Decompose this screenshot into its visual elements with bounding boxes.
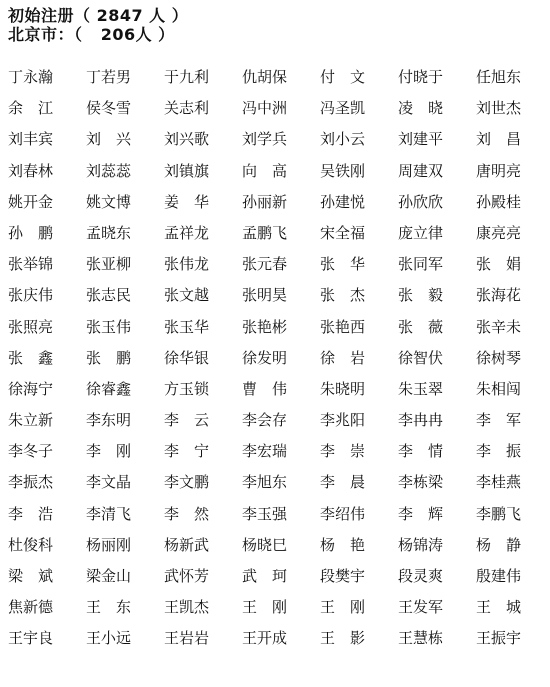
name-entry: 张艳西 [320, 317, 366, 336]
name-entry: 方玉锁 [164, 379, 210, 398]
name-entry: 李桂燕 [476, 473, 522, 492]
name-entry: 孟祥龙 [164, 223, 210, 242]
name-entry: 刘世杰 [476, 99, 522, 118]
name-entry: 张艳彬 [242, 317, 288, 336]
beijing-count-heading: 北京市：（ 206人 ） [8, 25, 175, 44]
name-entry: 王 影 [320, 629, 366, 648]
name-entry: 张 鑫 [8, 348, 54, 367]
name-entry: 张 薇 [398, 317, 444, 336]
name-entry: 孟晓东 [86, 223, 132, 242]
name-entry: 李旭东 [242, 473, 288, 492]
name-entry: 刘兴歌 [164, 130, 210, 149]
name-entry: 王 城 [476, 598, 522, 617]
name-entry: 武怀芳 [164, 567, 210, 585]
name-entry: 王岩岩 [164, 629, 210, 648]
name-entry: 关志利 [164, 99, 210, 118]
name-entry: 张 华 [320, 255, 366, 274]
name-entry: 李振杰 [8, 473, 54, 492]
name-entry: 刘 兴 [86, 130, 132, 149]
name-entry: 王小远 [86, 629, 132, 648]
name-entry: 孙 鹏 [8, 223, 54, 242]
name-entry: 王凯杰 [164, 598, 210, 617]
name-entry: 张举锦 [8, 255, 54, 274]
name-entry: 殷建伟 [476, 567, 522, 585]
name-entry: 张照亮 [8, 317, 54, 336]
name-entry: 李冬子 [8, 442, 54, 461]
name-entry: 刘 昌 [476, 130, 522, 149]
name-entry: 李 情 [398, 442, 444, 461]
name-entry: 张辛未 [476, 317, 522, 336]
name-entry: 李 崇 [320, 442, 366, 461]
name-entry: 李 刚 [86, 442, 132, 461]
name-entry: 张 娟 [476, 255, 522, 274]
name-entry: 余 江 [8, 99, 54, 118]
name-entry: 焦新德 [8, 598, 54, 617]
name-entry: 王宇良 [8, 629, 54, 648]
name-entry: 徐 岩 [320, 348, 366, 367]
name-entry: 李 然 [164, 504, 210, 523]
name-entry: 朱玉翠 [398, 379, 444, 398]
name-entry: 段灵爽 [398, 567, 444, 585]
name-entry: 张海花 [476, 286, 522, 305]
name-entry: 杨锦涛 [398, 535, 444, 554]
name-entry: 刘学兵 [242, 130, 288, 149]
name-entry: 李 辉 [398, 504, 444, 523]
name-entry: 杨丽刚 [86, 535, 132, 554]
name-entry: 张志民 [86, 286, 132, 305]
name-entry: 王开成 [242, 629, 288, 648]
name-entry: 冯圣凯 [320, 99, 366, 118]
name-entry: 冯中洲 [242, 99, 288, 118]
name-entry: 张 杰 [320, 286, 366, 305]
name-entry: 张亚柳 [86, 255, 132, 274]
name-entry: 姜 华 [164, 192, 210, 211]
name-entry: 宋全福 [320, 223, 366, 242]
name-entry: 王振宇 [476, 629, 522, 648]
name-entry: 刘建平 [398, 130, 444, 149]
name-entry: 李 云 [164, 411, 210, 430]
name-entry: 周建双 [398, 161, 444, 180]
name-entry: 王 刚 [320, 598, 366, 617]
name-grid [8, 62, 550, 655]
name-entry: 张文越 [164, 286, 210, 305]
name-entry: 李 晨 [320, 473, 366, 492]
name-entry: 朱相闯 [476, 379, 522, 398]
name-entry: 李 浩 [8, 504, 54, 523]
name-entry: 李 军 [476, 411, 522, 430]
name-entry: 朱晓明 [320, 379, 366, 398]
name-entry: 李冉冉 [398, 411, 444, 430]
name-entry: 任旭东 [476, 68, 522, 86]
name-entry: 张伟龙 [164, 255, 210, 274]
name-entry: 侯冬雪 [86, 99, 132, 118]
name-entry: 张玉华 [164, 317, 210, 336]
name-entry: 王慧栋 [398, 629, 444, 648]
total-registration-heading: 初始注册（ 2847 人 ） [8, 6, 189, 25]
name-entry: 付 文 [320, 68, 366, 86]
name-entry: 徐华银 [164, 348, 210, 367]
name-entry: 吴铁刚 [320, 161, 366, 180]
name-entry: 张 鹏 [86, 348, 132, 367]
name-entry: 徐智伏 [398, 348, 444, 367]
name-entry: 梁 斌 [8, 567, 54, 585]
name-entry: 孙殿桂 [476, 192, 522, 211]
name-entry: 张 毅 [398, 286, 444, 305]
name-entry: 李兆阳 [320, 411, 366, 430]
name-entry: 刘镇旗 [164, 161, 210, 180]
name-entry: 丁若男 [86, 68, 132, 86]
name-entry: 张玉伟 [86, 317, 132, 336]
name-entry: 李清飞 [86, 504, 132, 523]
name-entry: 向 高 [242, 161, 288, 180]
name-entry: 康亮亮 [476, 223, 522, 242]
name-entry: 徐睿鑫 [86, 379, 132, 398]
name-entry: 王 刚 [242, 598, 288, 617]
name-entry: 李绍伟 [320, 504, 366, 523]
name-entry: 杨 静 [476, 535, 522, 554]
name-entry: 付晓于 [398, 68, 444, 86]
name-entry: 仇胡保 [242, 68, 288, 86]
name-entry: 庞立律 [398, 223, 444, 242]
name-entry: 孙欣欣 [398, 192, 444, 211]
name-entry: 张庆伟 [8, 286, 54, 305]
name-entry: 孟鹏飞 [242, 223, 288, 242]
name-entry: 王发军 [398, 598, 444, 617]
name-entry: 李东明 [86, 411, 132, 430]
name-entry: 徐树琴 [476, 348, 522, 367]
name-entry: 孙建悦 [320, 192, 366, 211]
name-entry: 武 珂 [242, 567, 288, 585]
name-entry: 于九利 [164, 68, 210, 86]
name-entry: 朱立新 [8, 411, 54, 430]
name-entry: 王 东 [86, 598, 132, 617]
name-entry: 杜俊科 [8, 535, 54, 554]
name-entry: 段樊宇 [320, 567, 366, 585]
name-entry: 刘丰宾 [8, 130, 54, 149]
name-entry: 曹 伟 [242, 379, 288, 398]
name-entry: 梁金山 [86, 567, 132, 585]
name-entry: 李玉强 [242, 504, 288, 523]
name-entry: 李 宁 [164, 442, 210, 461]
name-entry: 凌 晓 [398, 99, 444, 118]
name-entry: 杨 艳 [320, 535, 366, 554]
name-entry: 李会存 [242, 411, 288, 430]
name-entry: 张元春 [242, 255, 288, 274]
name-entry: 李鹏飞 [476, 504, 522, 523]
name-entry: 唐明亮 [476, 161, 522, 180]
name-entry: 李文鹏 [164, 473, 210, 492]
name-entry: 孙丽新 [242, 192, 288, 211]
name-entry: 李栋梁 [398, 473, 444, 492]
name-entry: 徐发明 [242, 348, 288, 367]
name-entry: 刘蕊蕊 [86, 161, 132, 180]
name-entry: 姚文博 [86, 192, 132, 211]
name-entry: 李宏瑞 [242, 442, 288, 461]
list-header [8, 6, 548, 44]
name-entry: 刘春林 [8, 161, 54, 180]
name-entry: 杨晓巳 [242, 535, 288, 554]
name-entry: 李 振 [476, 442, 522, 461]
name-entry: 张明昊 [242, 286, 288, 305]
name-entry: 李文晶 [86, 473, 132, 492]
name-entry: 刘小云 [320, 130, 366, 149]
name-entry: 姚开金 [8, 192, 54, 211]
name-entry: 张同军 [398, 255, 444, 274]
name-entry: 杨新武 [164, 535, 210, 554]
name-entry: 徐海宁 [8, 379, 54, 398]
name-entry: 丁永瀚 [8, 68, 54, 86]
